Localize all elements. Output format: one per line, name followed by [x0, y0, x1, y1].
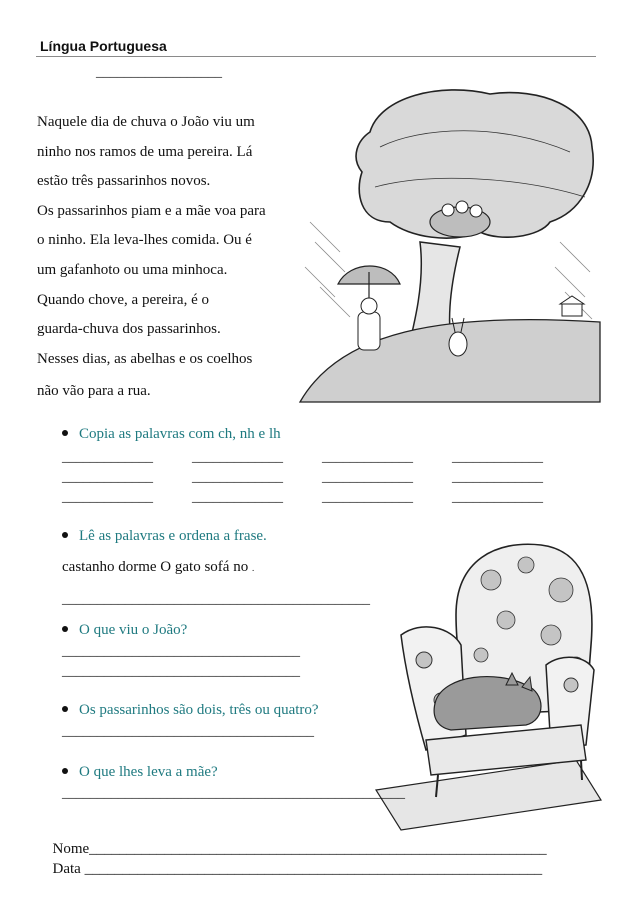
answer-line[interactable]: __________________________________	[62, 644, 300, 659]
bullet-icon	[62, 626, 68, 632]
date-label: Data	[52, 861, 81, 877]
question-text: O que lhes leva a mãe?	[79, 764, 218, 780]
date-field	[45, 844, 542, 878]
story-line: Nesses dias, as abelhas e os coelhos	[37, 350, 253, 367]
end-mark: .	[251, 563, 255, 573]
bullet-icon	[62, 532, 68, 538]
answer-blank[interactable]: _____________	[62, 450, 153, 465]
question-what-did-joao-see	[62, 622, 187, 639]
story-line: guarda-chuva dos passarinhos.	[37, 321, 221, 338]
story-line: Naquele dia de chuva o João viu um	[37, 114, 255, 130]
answer-line[interactable]: __________________________________	[62, 664, 300, 679]
answer-line[interactable]: _________________________________________________	[62, 786, 405, 801]
bullet-icon	[62, 430, 68, 436]
bullet-icon	[62, 768, 68, 774]
question-text: O que viu o João?	[79, 622, 188, 638]
answer-grid-row-3	[62, 490, 582, 506]
story-text	[37, 108, 319, 407]
answer-blank[interactable]: _____________	[62, 470, 153, 485]
question-copy-words	[62, 426, 281, 443]
story-line: um gafanhoto ou uma minhoca.	[37, 261, 228, 278]
date-input-line[interactable]: _____________________________________________________________	[80, 861, 543, 877]
answer-blank[interactable]: _____________	[322, 450, 413, 465]
pear-tree-illustration	[300, 72, 600, 402]
answer-grid-row-1	[62, 450, 582, 466]
story-line: ninho nos ramos de uma pereira. Lá	[37, 143, 253, 160]
scrambled-words	[62, 559, 254, 576]
story-line: Quando chove, a pereira, é o	[37, 291, 210, 308]
name-input-line[interactable]: _____________________________________________________________	[89, 841, 547, 857]
story-line: Os passarinhos piam e a mãe voa para	[37, 202, 266, 219]
question-what-mother-brings	[62, 764, 218, 781]
title-blank-line[interactable]: __________________	[96, 65, 222, 80]
question-order-sentence	[62, 528, 267, 545]
answer-blank[interactable]: _____________	[192, 450, 283, 465]
bullet-icon	[62, 706, 68, 712]
name-label: Nome	[52, 841, 90, 857]
question-text: Lê as palavras e ordena a frase.	[79, 528, 267, 544]
answer-blank[interactable]: _____________	[452, 470, 543, 485]
answer-blank[interactable]: _____________	[452, 490, 543, 505]
story-line: não vão para a rua.	[37, 383, 151, 400]
story-line: estão três passarinhos novos.	[37, 173, 211, 190]
subject-title: Língua Portuguesa	[40, 38, 167, 54]
question-text: Os passarinhos são dois, três ou quatro?	[79, 702, 319, 718]
answer-blank[interactable]: _____________	[192, 470, 283, 485]
answer-blank[interactable]: _____________	[192, 490, 283, 505]
armchair-illustration	[376, 535, 606, 845]
header-divider	[36, 56, 596, 57]
answer-blank[interactable]: _____________	[62, 490, 153, 505]
question-text: Copia as palavras com ch, nh e lh	[79, 426, 281, 442]
question-how-many-birds	[62, 702, 319, 719]
answer-blank[interactable]: _____________	[322, 470, 413, 485]
answer-line[interactable]: ____________________________________	[62, 724, 314, 739]
answer-blank[interactable]: _____________	[452, 450, 543, 465]
sentence-answer-line[interactable]: ____________________________________________	[62, 592, 370, 607]
story-line: o ninho. Ela leva-lhes comida. Ou é	[37, 232, 252, 249]
scrambled-words-text: castanho dorme O gato sofá no	[62, 559, 249, 575]
answer-blank[interactable]: _____________	[322, 490, 413, 505]
answer-grid-row-2	[62, 470, 582, 486]
